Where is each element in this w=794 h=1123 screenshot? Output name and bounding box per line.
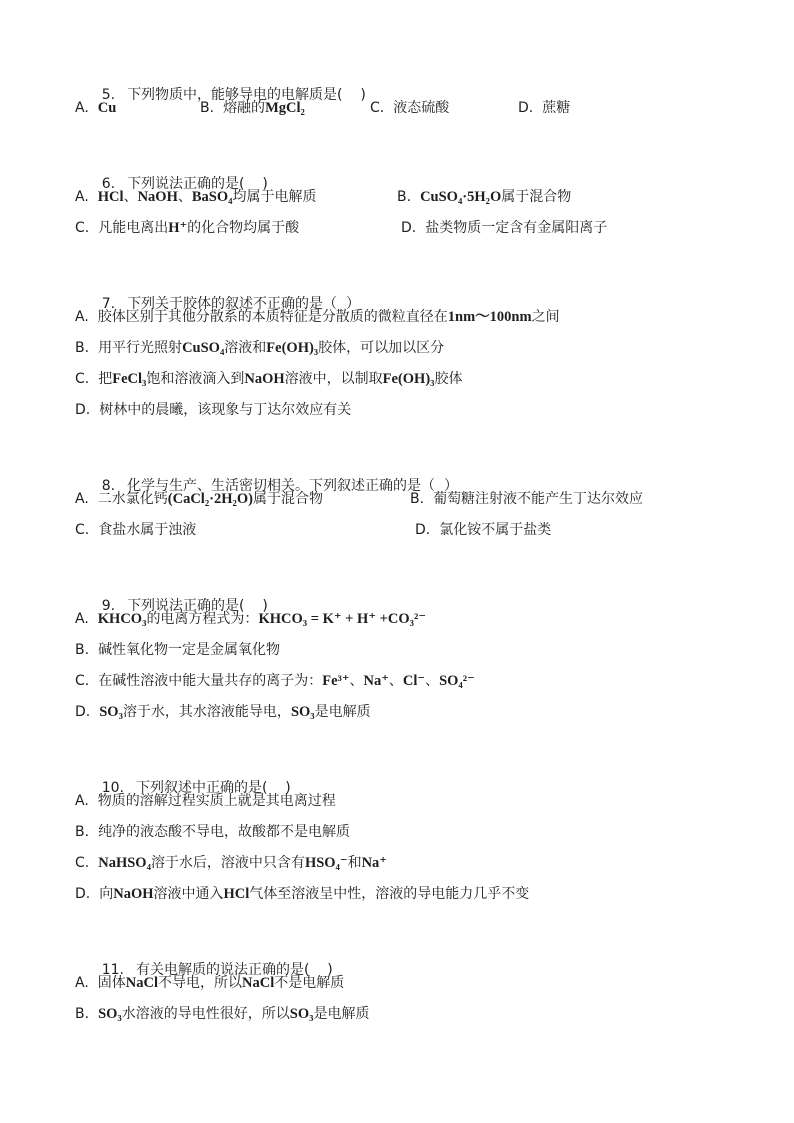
option-text: SO₃水溶液的导电性很好，所以SO₃是电解质 <box>98 1006 370 1022</box>
question-number: 9. <box>101 598 116 614</box>
question-6 <box>75 138 754 244</box>
question-text: 下列说法正确的是( ) <box>127 176 268 192</box>
option-c <box>370 93 449 124</box>
question-10 <box>75 742 754 910</box>
option-label: A. <box>75 793 89 809</box>
question-text: 下列物质中，能够导电的电解质是( ) <box>127 87 366 103</box>
option-text: 树林中的晨曦，该现象与丁达尔效应有关 <box>99 402 352 418</box>
option-text: 固体NaCl不导电，所以NaCl不是电解质 <box>97 975 345 991</box>
question-stem <box>75 138 754 192</box>
formula: SO₃ <box>289 1006 314 1022</box>
option-text: 碱性氧化物一定是金属氧化物 <box>98 642 281 658</box>
option-label: A. <box>75 309 89 325</box>
option-a <box>75 302 560 333</box>
question-8 <box>75 440 754 546</box>
option-a <box>75 182 316 213</box>
question-stem <box>75 440 754 494</box>
option-a <box>75 93 116 124</box>
option-d <box>75 395 351 426</box>
formula: NaOH <box>113 886 154 902</box>
option-label: B. <box>75 824 90 840</box>
formula: NaOH <box>244 371 285 387</box>
formula: NaOH <box>137 189 178 205</box>
option-a <box>75 786 336 817</box>
option-b <box>75 817 350 848</box>
option-text: 蔗糖 <box>542 100 571 116</box>
option-a <box>75 484 323 515</box>
option-row <box>75 182 754 213</box>
option-text: 纯净的液态酸不导电，故酸都不是电解质 <box>98 824 351 840</box>
question-text: 下列叙述中正确的是( ) <box>135 780 291 796</box>
option-b <box>397 182 571 213</box>
question-number: 6. <box>101 176 116 192</box>
option-row <box>75 697 754 728</box>
option-row <box>75 635 754 666</box>
option-label: D. <box>401 220 417 236</box>
option-row <box>75 364 754 395</box>
option-c <box>75 666 475 697</box>
option-label: B. <box>200 100 215 116</box>
question-9 <box>75 560 754 728</box>
formula: (CaCl₂·2H₂O) <box>167 491 253 507</box>
option-row <box>75 93 754 124</box>
question-text: 有关电解质的说法正确的是( ) <box>135 962 333 978</box>
option-b <box>75 635 280 666</box>
formula: CuSO₄ <box>182 340 225 356</box>
option-text: 用平行光照射CuSO₄溶液和Fe(OH)₃胶体，可以加以区分 <box>98 340 445 356</box>
option-label: D. <box>75 704 91 720</box>
option-row <box>75 879 754 910</box>
option-label: C. <box>75 855 90 871</box>
option-label: B. <box>397 189 412 205</box>
option-b <box>200 93 305 124</box>
option-label: D. <box>415 522 431 538</box>
option-d <box>518 93 570 124</box>
option-text: 食盐水属于浊液 <box>98 522 197 538</box>
option-label: A. <box>75 189 89 205</box>
formula: Cl⁻ <box>402 673 426 689</box>
option-label: A. <box>75 975 89 991</box>
option-text: HCl、NaOH、BaSO₄均属于电解质 <box>97 189 317 205</box>
option-row <box>75 999 754 1030</box>
question-stem <box>75 924 754 978</box>
formula: Cu <box>97 100 117 116</box>
option-text: 向NaOH溶液中通入HCl气体至溶液呈中性，溶液的导电能力几乎不变 <box>99 886 530 902</box>
option-row <box>75 302 754 333</box>
option-c <box>75 848 387 879</box>
option-b <box>75 999 369 1030</box>
option-text: 熔融的MgCl₂ <box>223 100 305 116</box>
formula: 1nm～100nm <box>447 309 532 325</box>
formula: NaHSO₄ <box>98 855 151 871</box>
option-a <box>75 604 426 635</box>
formula: NaCl <box>125 975 159 991</box>
option-label: A. <box>75 100 89 116</box>
option-text: KHCO₃的电离方程式为：KHCO₃ = K⁺ + H⁺ +CO₃²⁻ <box>97 611 426 627</box>
question-number: 5. <box>101 87 116 103</box>
option-b <box>410 484 643 515</box>
option-label: B. <box>410 491 425 507</box>
option-row <box>75 968 754 999</box>
option-a <box>75 968 344 999</box>
option-row <box>75 213 754 244</box>
option-c <box>75 364 463 395</box>
question-5 <box>75 49 754 124</box>
option-label: C. <box>75 371 90 387</box>
formula: HSO₄⁻ <box>304 855 348 871</box>
option-text: 氯化铵不属于盐类 <box>439 522 552 538</box>
question-text: 下列说法正确的是( ) <box>127 598 268 614</box>
question-stem <box>75 742 754 796</box>
option-row <box>75 515 754 546</box>
option-row <box>75 604 754 635</box>
option-text: 物质的溶解过程实质上就是其电离过程 <box>97 793 336 809</box>
option-row <box>75 484 754 515</box>
formula: H⁺ <box>168 220 188 236</box>
option-text: NaHSO₄溶于水后，溶液中只含有HSO₄⁻和Na⁺ <box>98 855 387 871</box>
option-c <box>75 515 196 546</box>
option-text: SO₃溶于水，其水溶液能导电，SO₃是电解质 <box>99 704 371 720</box>
question-number: 8. <box>101 478 116 494</box>
option-label: D. <box>75 402 91 418</box>
option-label: B. <box>75 340 90 356</box>
option-d <box>75 697 371 728</box>
formula: Fe(OH)₃ <box>266 340 319 356</box>
formula: Fe(OH)₃ <box>382 371 435 387</box>
question-stem <box>75 560 754 614</box>
formula: NaCl <box>242 975 275 991</box>
option-row <box>75 817 754 848</box>
option-text: 盐类物质一定含有金属阳离子 <box>425 220 608 236</box>
option-label: B. <box>75 642 90 658</box>
option-row <box>75 395 754 426</box>
option-label: A. <box>75 611 89 627</box>
option-label: C. <box>75 220 90 236</box>
option-label: C. <box>75 522 90 538</box>
option-row <box>75 848 754 879</box>
option-row <box>75 333 754 364</box>
option-c <box>75 213 299 244</box>
option-text: 葡萄糖注射液不能产生丁达尔效应 <box>433 491 644 507</box>
formula: Na⁺ <box>363 673 389 689</box>
option-d <box>75 879 529 910</box>
formula: SO₃ <box>290 704 315 720</box>
option-label: C. <box>75 673 90 689</box>
formula: MgCl₂ <box>265 100 305 116</box>
question-11 <box>75 924 754 1030</box>
formula: KHCO₃ <box>97 611 147 627</box>
option-text: CuSO₄·5H₂O属于混合物 <box>420 189 572 205</box>
question-number: 7. <box>101 296 116 312</box>
option-text <box>98 100 117 116</box>
option-d <box>401 213 607 244</box>
option-text: 把FeCl₃饱和溶液滴入到NaOH溶液中，以制取Fe(OH)₃胶体 <box>98 371 463 387</box>
option-text: 胶体区别于其他分散系的本质特征是分散质的微粒直径在1nm～100nm之间 <box>97 309 560 325</box>
question-text: 下列关于胶体的叙述不正确的是（ ） <box>127 296 360 312</box>
question-number: 11. <box>101 962 124 978</box>
option-b <box>75 333 444 364</box>
formula: SO₃ <box>99 704 123 720</box>
formula: HCl <box>97 189 124 205</box>
question-7 <box>75 258 754 426</box>
option-text: 在碱性溶液中能大量共存的离子为：Fe³⁺、Na⁺、Cl⁻、SO₄²⁻ <box>98 673 475 689</box>
formula: Fe³⁺ <box>322 673 350 689</box>
formula: SO₃ <box>98 1006 122 1022</box>
formula: BaSO₄ <box>191 189 233 205</box>
formula: HCl <box>223 886 250 902</box>
option-label: A. <box>75 491 89 507</box>
formula: KHCO₃ = K⁺ + H⁺ +CO₃²⁻ <box>258 611 426 627</box>
option-label: D. <box>518 100 534 116</box>
formula: CuSO₄·5H₂O <box>420 189 502 205</box>
formula: SO₄²⁻ <box>439 673 475 689</box>
question-number: 10. <box>101 780 124 796</box>
option-label: B. <box>75 1006 90 1022</box>
option-text: 二水氯化钙(CaCl₂·2H₂O)属于混合物 <box>97 491 323 507</box>
question-stem <box>75 49 754 103</box>
option-text: 凡能电离出H⁺的化合物均属于酸 <box>98 220 300 236</box>
option-row <box>75 786 754 817</box>
question-stem <box>75 258 754 312</box>
formula: Na⁺ <box>361 855 387 871</box>
formula: FeCl₃ <box>112 371 147 387</box>
option-label: C. <box>370 100 385 116</box>
option-row <box>75 666 754 697</box>
question-text: 化学与生产、生活密切相关。下列叙述正确的是（ ） <box>127 478 458 494</box>
option-text: 液态硫酸 <box>393 100 450 116</box>
option-label: D. <box>75 886 91 902</box>
option-d <box>415 515 551 546</box>
